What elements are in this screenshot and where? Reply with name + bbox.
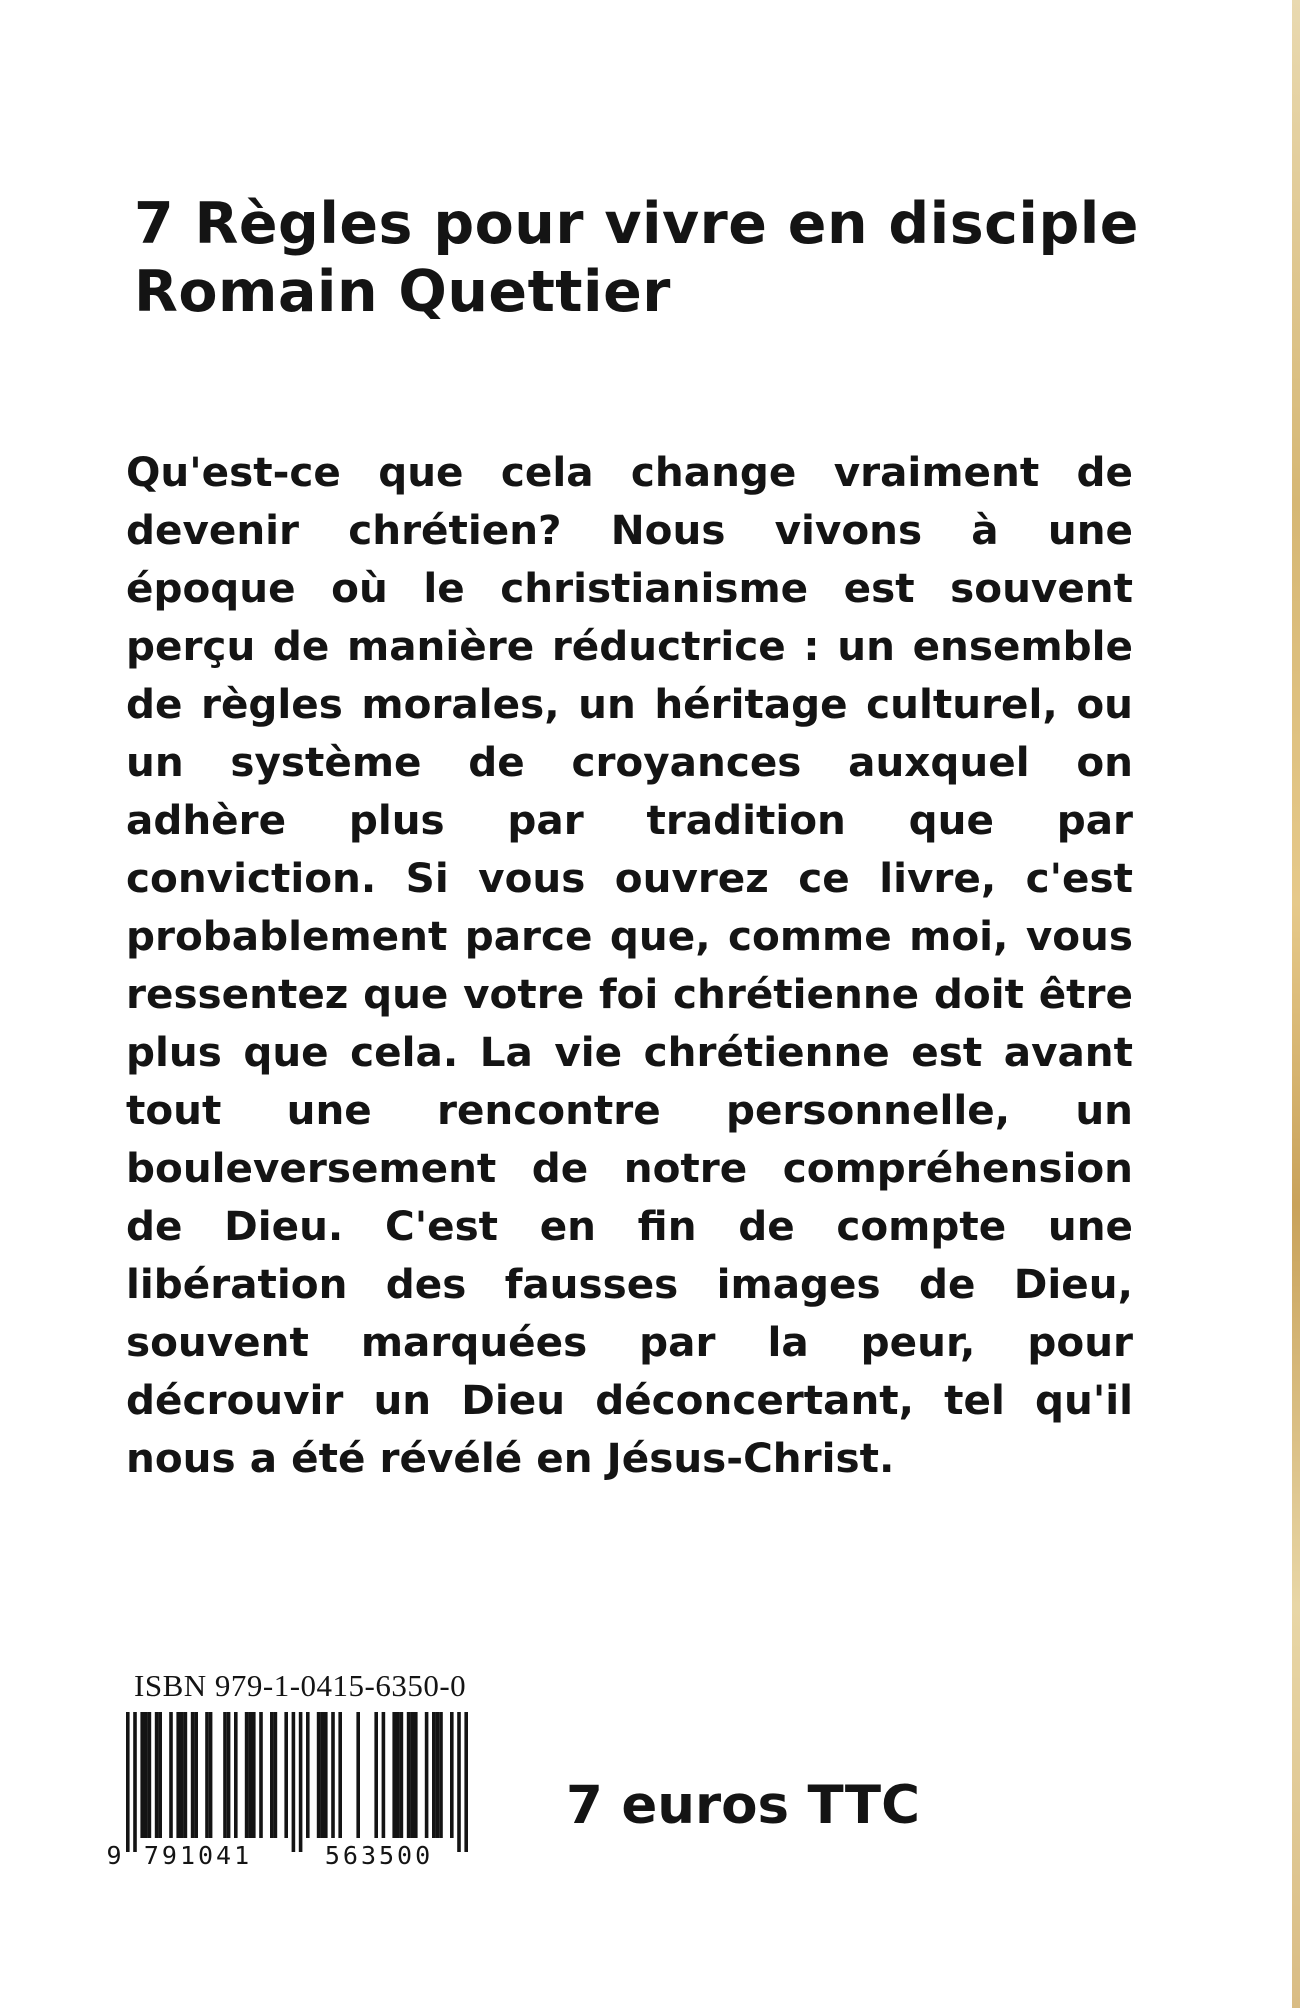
barcode-bar — [317, 1712, 321, 1838]
isbn-label: ISBN 979-1-0415-6350-0 — [134, 1668, 467, 1703]
barcode-bar — [223, 1712, 227, 1838]
barcode-bar — [274, 1712, 278, 1838]
barcode-bar — [270, 1712, 274, 1838]
barcode-bar — [382, 1712, 386, 1838]
barcode-bar — [439, 1712, 443, 1838]
title-block — [134, 190, 1139, 326]
barcode-bars — [126, 1712, 468, 1852]
barcode-bar — [450, 1712, 454, 1838]
barcode-bar — [306, 1712, 310, 1838]
book-title: 7 Règles pour vivre en disciple — [134, 191, 1139, 257]
barcode-guard-bar — [457, 1712, 461, 1852]
barcode-bar — [184, 1712, 188, 1838]
barcode-bar — [227, 1712, 231, 1838]
barcode-bar — [396, 1712, 400, 1838]
barcode-guard-bar — [464, 1712, 468, 1852]
back-cover-blurb: Qu'est-ce que cela change vraiment de devenir chrétien? Nous vivons à une époque où le christianisme est souvent perçu de manière réductrice : un ensemble de règles morales, un héritage culturel, ou un système de croyances auxquel on adhère plus par tradition que par conviction. Si vous ouvrez ce livre, c'est probablement parce que, comme moi, vous ressentez que votre foi chrétienne doit être plus que cela. La vie chrétienne est avant tout une rencontre personnelle, un bouleversement de notre compréhension de Dieu. C'est en fin de compte une libération des fausses images de Dieu, souvent marquées par la peur, pour décrouvir un Dieu déconcertant, tel qu'il nous a été révélé en Jésus-Christ. — [126, 448, 1133, 1482]
spine-edge — [1292, 0, 1300, 2008]
barcode-bar — [158, 1712, 162, 1838]
barcode-bar — [248, 1712, 252, 1838]
barcode-bar — [324, 1712, 328, 1838]
barcode-bar — [414, 1712, 418, 1838]
barcode-bar — [176, 1712, 180, 1838]
barcode-bar — [144, 1712, 148, 1838]
barcode-bar — [252, 1712, 256, 1838]
barcode-bar — [374, 1712, 378, 1838]
barcode-bar — [320, 1712, 324, 1838]
barcode-bar — [392, 1712, 396, 1838]
barcode-bar — [410, 1712, 414, 1838]
barcode-bar — [245, 1712, 249, 1838]
barcode-bar — [155, 1712, 159, 1838]
barcode-left-digits: 791041 — [143, 1841, 253, 1870]
isbn-barcode — [108, 1708, 470, 1868]
barcode-bar — [259, 1712, 263, 1838]
barcode-bar — [180, 1712, 184, 1838]
barcode-right-digits: 563500 — [324, 1841, 434, 1870]
barcode-bar — [338, 1712, 342, 1838]
barcode-guard-bar — [126, 1712, 130, 1852]
barcode-first-digit: 9 — [106, 1841, 122, 1870]
barcode-bar — [194, 1712, 198, 1838]
barcode-bar — [400, 1712, 404, 1838]
barcode-guard-bar — [133, 1712, 137, 1852]
barcode-bar — [234, 1712, 238, 1838]
price: 7 euros TTC — [566, 1775, 920, 1836]
barcode-bar — [425, 1712, 429, 1838]
barcode-bar — [148, 1712, 152, 1838]
barcode-bar — [140, 1712, 144, 1838]
barcode-guard-bar — [299, 1712, 303, 1852]
barcode-bar — [436, 1712, 440, 1838]
barcode-bar — [356, 1712, 360, 1838]
barcode-bar — [205, 1712, 209, 1838]
author-name: Romain Quettier — [134, 259, 671, 325]
barcode-bar — [191, 1712, 195, 1838]
barcode-bar — [169, 1712, 173, 1838]
barcode-bar — [284, 1712, 288, 1838]
barcode-guard-bar — [292, 1712, 296, 1852]
barcode-bar — [209, 1712, 213, 1838]
barcode-bar — [407, 1712, 411, 1838]
barcode-bar — [331, 1712, 335, 1838]
barcode-bar — [432, 1712, 436, 1838]
